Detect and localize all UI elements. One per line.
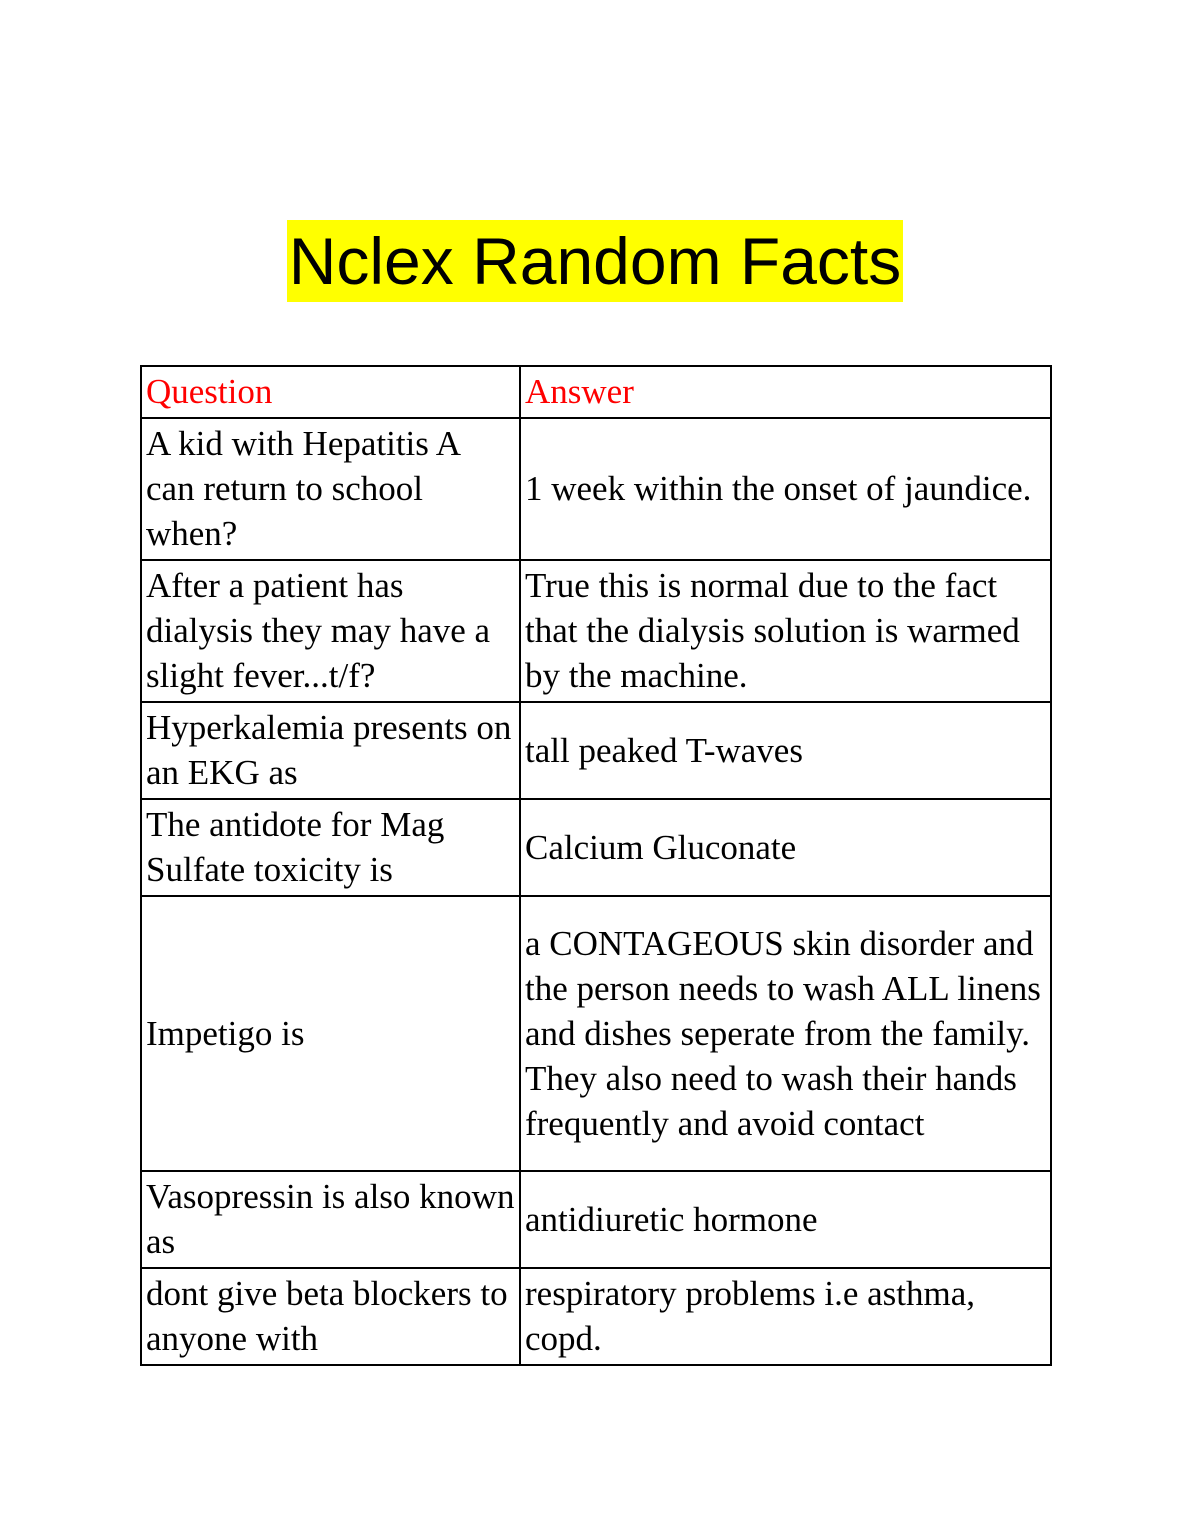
answer-cell: antidiuretic hormone bbox=[520, 1171, 1051, 1268]
answer-cell: True this is normal due to the fact that the dialysis solution is warmed by the machine. bbox=[520, 560, 1051, 702]
question-cell: The antidote for Mag Sulfate toxicity is bbox=[141, 799, 520, 896]
question-cell: dont give beta blockers to anyone with bbox=[141, 1268, 520, 1365]
table-row bbox=[141, 418, 1051, 560]
table-row bbox=[141, 560, 1051, 702]
table-row bbox=[141, 1171, 1051, 1268]
answer-cell: 1 week within the onset of jaundice. bbox=[520, 418, 1051, 560]
table-row bbox=[141, 702, 1051, 799]
question-cell: Impetigo is bbox=[141, 896, 520, 1171]
answer-cell: respiratory problems i.e asthma, copd. bbox=[520, 1268, 1051, 1365]
table-row bbox=[141, 896, 1051, 1171]
table-row bbox=[141, 1268, 1051, 1365]
question-cell: A kid with Hepatitis A can return to school when? bbox=[141, 418, 520, 560]
question-cell: Hyperkalemia presents on an EKG as bbox=[141, 702, 520, 799]
question-column-header: Question bbox=[141, 366, 520, 418]
page-title: Nclex Random Facts bbox=[287, 220, 904, 302]
title-container bbox=[0, 220, 1190, 302]
answer-cell: tall peaked T-waves bbox=[520, 702, 1051, 799]
question-cell: Vasopressin is also known as bbox=[141, 1171, 520, 1268]
facts-table bbox=[140, 365, 1052, 1366]
table-row bbox=[141, 799, 1051, 896]
answer-cell: Calcium Gluconate bbox=[520, 799, 1051, 896]
question-cell: After a patient has dialysis they may have a slight fever...t/f? bbox=[141, 560, 520, 702]
table-header-row bbox=[141, 366, 1051, 418]
answer-column-header: Answer bbox=[520, 366, 1051, 418]
answer-cell: a CONTAGEOUS skin disorder and the person needs to wash ALL linens and dishes seperate from the family. They also need to wash their hands frequently and avoid contact bbox=[520, 896, 1051, 1171]
